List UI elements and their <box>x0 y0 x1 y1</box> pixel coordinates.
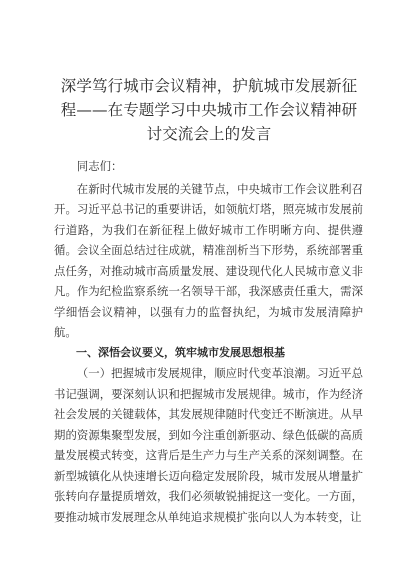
document-body <box>54 156 363 527</box>
greeting: 同志们： <box>76 159 123 173</box>
document-title: 深学笃行城市会议精神，护航城市发展新征程——在专题学习中央城市工作会议精神研讨交流会上的发言 <box>60 77 358 143</box>
intro-paragraph: 在新时代城市发展的关键节点，中央城市工作会议胜利召开。习近平总书记的重要讲话，如领航灯塔，照亮城市发展前行道路，为我们在新征程上做好城市工作明晰方向、提供遵循。会议全面总结过往成就，精准剖析当下形势，系统部署重点任务，对推动城市高质量发展、建设现代化人民城市意义非凡。作为纪检监察系统一名领导干部，我深感责任重大，需深学细悟会议精神，以强有力的监督执纪，为城市发展清障护航。 <box>54 181 363 339</box>
section-heading: 一、深悟会议要义，筑牢城市发展思想根基 <box>76 345 285 359</box>
section-paragraph: （一）把握城市发展规律，顺应时代变革浪潮。习近平总书记强调，要深刻认识和把握城市发展规律。城市，作为经济社会发展的关键载体，其发展规律随时代变迁不断演进。从早期的资源集聚型发展，到如今注重创新驱动、绿色低碳的高质量发展模式转变，这背后是生产力与生产关系的深刻调整。在新型城镇化从快速增长迈向稳定发展阶段，城市发展从增量扩张转向存量提质增效，我们必须敏锐捕捉这一变化。一方面，要推动城市发展理念从单纯追求规模扩张向以人为本转变，让 <box>54 366 363 524</box>
